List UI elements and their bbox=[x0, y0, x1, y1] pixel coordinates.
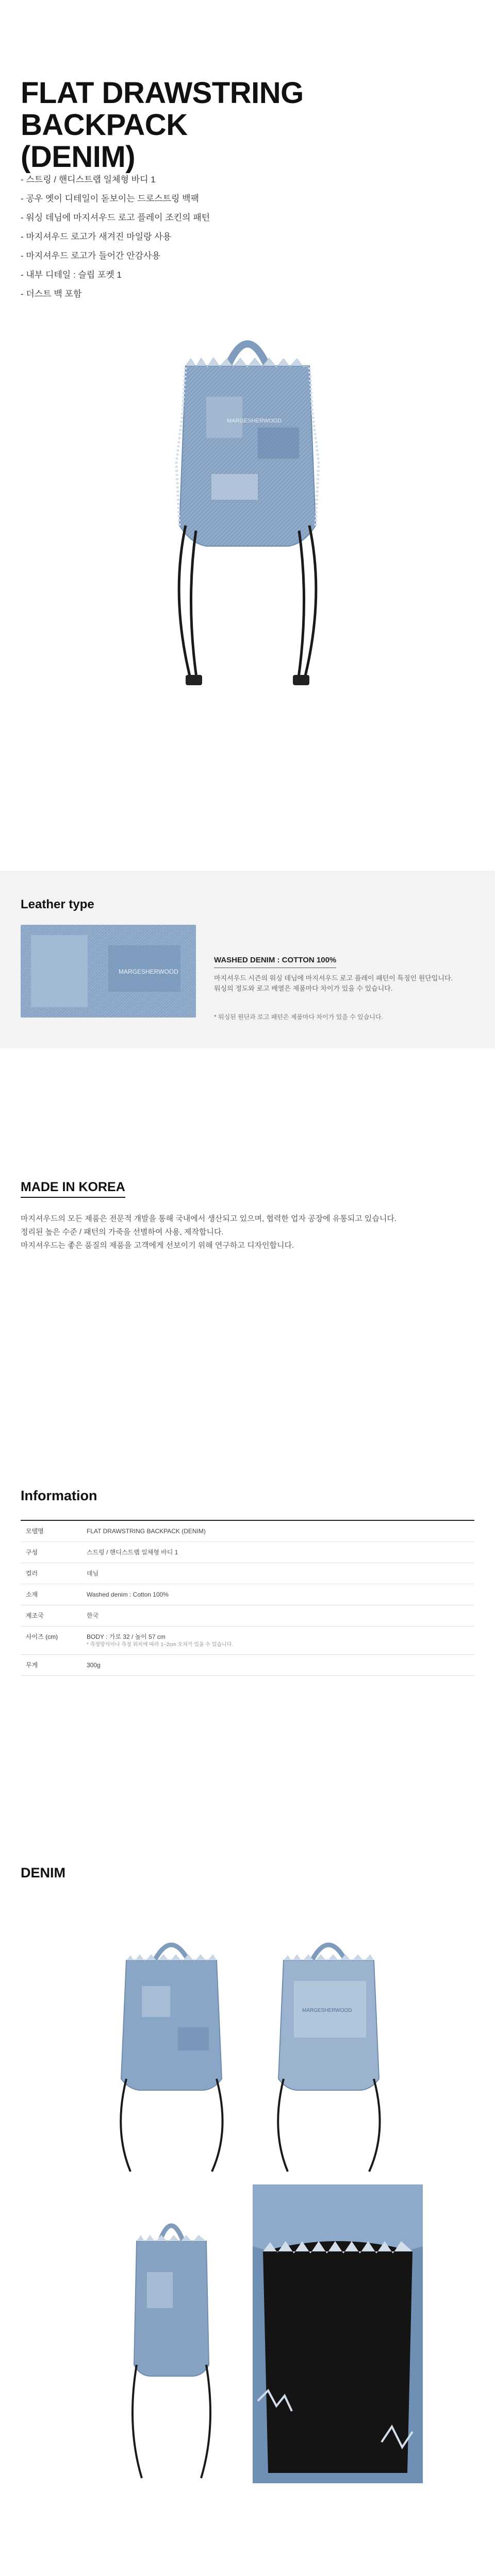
information-table bbox=[21, 1520, 474, 1676]
feature-item: - 공우 옛이 디테일이 돋보이는 드로스트링 백팩 bbox=[21, 194, 200, 204]
made-line: 마지셔우드는 좋은 품질의 제품을 고객에게 선보이기 위해 연구하고 디자인합니다. bbox=[21, 1241, 294, 1250]
feature-item: - 마지셔우드 로고가 들어간 안감사용 bbox=[21, 251, 160, 261]
gallery-image-detail bbox=[253, 2184, 423, 2483]
table-row bbox=[21, 1520, 474, 1542]
svg-text:MARGESHERWOOD: MARGESHERWOOD bbox=[302, 2008, 352, 2013]
denim-swatch bbox=[21, 925, 196, 1018]
backpack-illustration bbox=[150, 309, 345, 701]
svg-text:MARGESHERWOOD: MARGESHERWOOD bbox=[227, 418, 282, 424]
feature-item: - 워싱 데님에 마지셔우드 로고 플레이 조킨의 패턴 bbox=[21, 213, 210, 223]
info-value-main: BODY : 가로 32 / 높이 57 cm bbox=[87, 1633, 166, 1640]
info-value bbox=[81, 1626, 474, 1655]
table-row bbox=[21, 1563, 474, 1584]
gallery-image-side bbox=[95, 2200, 248, 2488]
info-key: 컬러 bbox=[21, 1563, 81, 1584]
backpack-front-photo bbox=[95, 1924, 248, 2182]
info-value: Washed denim : Cotton 100% bbox=[81, 1584, 474, 1605]
product-title bbox=[21, 77, 382, 173]
feature-item: - 내부 디테일 : 슬립 포켓 1 bbox=[21, 270, 122, 280]
info-key: 소재 bbox=[21, 1584, 81, 1605]
leather-type-title: Leather type bbox=[21, 897, 94, 911]
leather-material-heading: WASHED DENIM : COTTON 100% bbox=[214, 956, 336, 968]
info-key: 모델명 bbox=[21, 1520, 81, 1542]
gallery-image-back bbox=[253, 1924, 405, 2182]
info-key: 사이즈 (cm) bbox=[21, 1626, 81, 1655]
info-value: 스트링 / 핸디스트랩 일체형 바디 1 bbox=[81, 1542, 474, 1563]
table-row bbox=[21, 1584, 474, 1605]
info-value: FLAT DRAWSTRING BACKPACK (DENIM) bbox=[81, 1520, 474, 1542]
leather-description bbox=[214, 956, 456, 1022]
feature-item: - 더스트 백 포함 bbox=[21, 289, 82, 299]
gallery-image-front bbox=[95, 1924, 248, 2182]
table-row bbox=[21, 1626, 474, 1655]
denim-gallery-title: DENIM bbox=[21, 1865, 65, 1880]
info-value: 300g bbox=[81, 1655, 474, 1676]
backpack-back-photo bbox=[253, 1924, 405, 2182]
info-key: 제조국 bbox=[21, 1605, 81, 1626]
feature-item: - 스트링 / 핸디스트랩 일체형 바디 1 bbox=[21, 175, 156, 184]
denim-swatch-image bbox=[21, 925, 196, 1018]
product-title-line1: FLAT DRAWSTRING BACKPACK bbox=[21, 76, 304, 142]
table-row bbox=[21, 1605, 474, 1626]
made-line: 마지셔우드의 모든 제품은 전문적 개발을 통해 국내에서 생산되고 있으며, 협력한 업자 공장에 유통되고 있습니다. bbox=[21, 1214, 397, 1223]
made-in-korea-text bbox=[21, 1212, 433, 1252]
info-value: 한국 bbox=[81, 1605, 474, 1626]
hero-product-image bbox=[150, 309, 345, 701]
info-key: 구성 bbox=[21, 1542, 81, 1563]
info-key: 무게 bbox=[21, 1655, 81, 1676]
leather-material-note: * 워싱된 원단과 로고 패턴은 제품마다 차이가 있을 수 있습니다. bbox=[214, 1013, 383, 1021]
detail-photo bbox=[253, 2184, 423, 2483]
information-title: Information bbox=[21, 1488, 97, 1503]
svg-text:MARGESHERWOOD: MARGESHERWOOD bbox=[119, 968, 178, 975]
info-value-sub: * 측정방식이나 측정 위치에 따라 1~2cm 오차가 있을 수 있습니다. bbox=[87, 1642, 234, 1648]
product-title-line2: (DENIM) bbox=[21, 140, 136, 174]
made-in-korea-title: MADE IN KOREA bbox=[21, 1180, 125, 1198]
backpack-side-photo bbox=[95, 2200, 248, 2488]
leather-material-text: 마지셔우드 시즌의 워싱 데님에 마지셔우드 로고 플레이 패턴이 특징인 원단입니다. 워싱의 정도와 로고 배열은 제품마다 차이가 있을 수 있습니다. bbox=[214, 974, 453, 992]
table-row bbox=[21, 1542, 474, 1563]
feature-list bbox=[21, 170, 289, 303]
table-row bbox=[21, 1655, 474, 1676]
feature-item: - 마지셔우드 로고가 새겨진 마일랑 사용 bbox=[21, 232, 172, 242]
info-value: 데님 bbox=[81, 1563, 474, 1584]
made-line: 정리된 높은 수준 / 패턴의 가죽을 선별하여 사용, 제작합니다. bbox=[21, 1228, 224, 1236]
